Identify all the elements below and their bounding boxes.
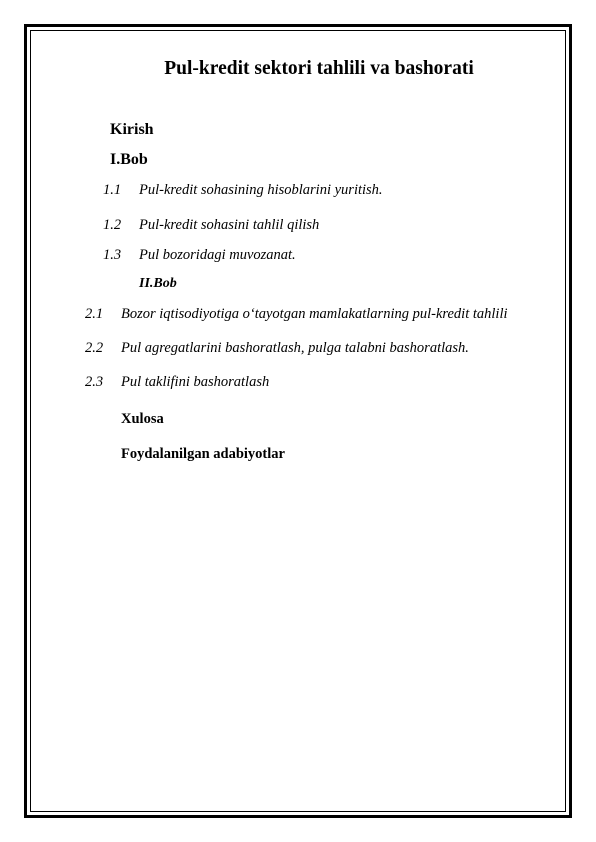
item-number: 1.3 — [103, 247, 122, 263]
list-item: Pul taklifini bashoratlash — [121, 374, 270, 390]
list-item: Pul-kredit sohasini tahlil qilish — [139, 217, 320, 233]
list-item: Bozor iqtisodiyotiga o‘tayotgan mamlakatlarning pul-kredit tahlili — [121, 306, 508, 322]
document-title: Pul-kredit sektori tahlili va bashorati — [164, 58, 474, 79]
list-item: Pul agregatlarini bashoratlash, pulga talabni bashoratlash. — [121, 340, 469, 356]
chapter1-heading: I.Bob — [110, 151, 148, 168]
list-item: Pul bozoridagi muvozanat. — [139, 247, 296, 263]
list-item: Pul-kredit sohasining hisoblarini yuritish. — [139, 182, 383, 198]
intro-heading: Kirish — [110, 121, 154, 138]
conclusion-heading: Xulosa — [121, 411, 164, 427]
item-number: 1.2 — [103, 217, 122, 233]
references-heading: Foydalanilgan adabiyotlar — [121, 446, 285, 462]
item-number: 2.2 — [85, 340, 104, 356]
item-number: 2.3 — [85, 374, 104, 390]
item-number: 1.1 — [103, 182, 122, 198]
chapter2-heading: II.Bob — [139, 276, 177, 291]
page-border-inner — [30, 30, 566, 812]
item-number: 2.1 — [85, 306, 104, 322]
